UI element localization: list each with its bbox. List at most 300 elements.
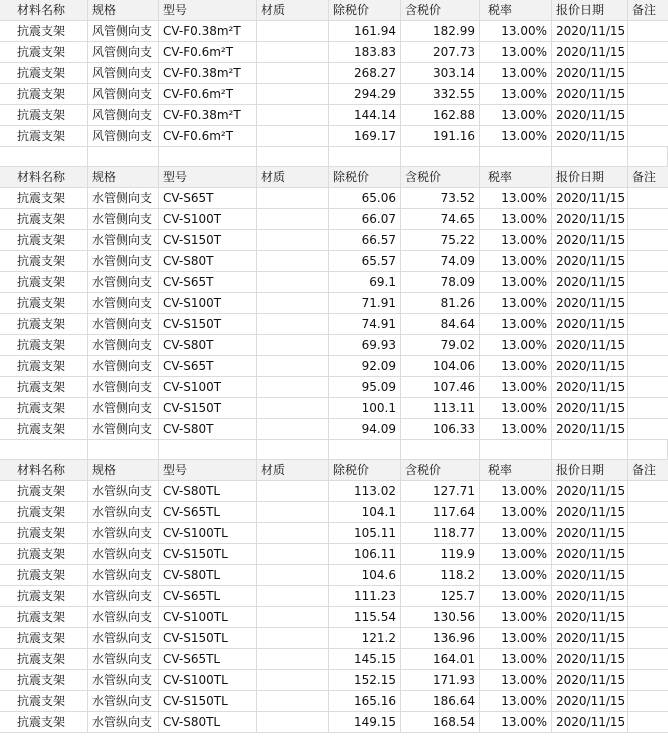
cell-remark[interactable] [628,523,668,543]
cell-model[interactable]: CV-F0.6m²T [159,84,257,104]
cell-spec[interactable]: 水管纵向支 [88,649,159,669]
cell-tax-rate[interactable]: 13.00% [480,481,552,501]
cell-price-excl-tax[interactable]: 71.91 [329,293,401,313]
cell-price-excl-tax[interactable]: 152.15 [329,670,401,690]
cell-price-excl-tax[interactable]: 165.16 [329,691,401,711]
cell-material[interactable] [257,544,329,564]
cell-remark[interactable] [628,84,668,104]
cell-tax-rate[interactable]: 13.00% [480,628,552,648]
cell-model[interactable]: CV-S80TL [159,565,257,585]
cell-material[interactable] [257,356,329,376]
cell-quote-date[interactable]: 2020/11/15 [552,544,628,564]
header-model[interactable]: 型号 [159,460,257,480]
header-model[interactable]: 型号 [159,167,257,187]
cell-price-excl-tax[interactable]: 106.11 [329,544,401,564]
cell-model[interactable]: CV-S100TL [159,670,257,690]
cell-quote-date[interactable]: 2020/11/15 [552,209,628,229]
cell-quote-date[interactable]: 2020/11/15 [552,377,628,397]
cell-remark[interactable] [628,21,668,41]
cell-material-name[interactable]: 抗震支架 [0,691,88,711]
cell-material[interactable] [257,251,329,271]
cell-model[interactable]: CV-S65TL [159,502,257,522]
cell-remark[interactable] [628,691,668,711]
cell-price-excl-tax[interactable]: 268.27 [329,63,401,83]
cell-material[interactable] [257,21,329,41]
cell-material[interactable] [257,607,329,627]
cell-model[interactable]: CV-F0.6m²T [159,126,257,146]
cell-price-incl-tax[interactable]: 106.33 [401,419,480,439]
cell-price-excl-tax[interactable]: 104.1 [329,502,401,522]
cell-price-excl-tax[interactable]: 66.57 [329,230,401,250]
cell-price-excl-tax[interactable]: 294.29 [329,84,401,104]
cell-spec[interactable]: 水管侧向支 [88,377,159,397]
cell-price-incl-tax[interactable]: 117.64 [401,502,480,522]
header-material[interactable]: 材质 [257,0,329,20]
cell-material-name[interactable]: 抗震支架 [0,63,88,83]
header-remark[interactable]: 备注 [632,3,657,17]
cell-material[interactable] [257,628,329,648]
empty-cell[interactable] [401,147,480,166]
cell-remark[interactable] [628,356,668,376]
cell-tax-rate[interactable]: 13.00% [480,126,552,146]
cell-material[interactable] [257,84,329,104]
cell-material-name[interactable]: 抗震支架 [0,314,88,334]
cell-remark[interactable] [628,628,668,648]
cell-price-incl-tax[interactable]: 191.16 [401,126,480,146]
cell-material[interactable] [257,377,329,397]
cell-quote-date[interactable]: 2020/11/15 [552,502,628,522]
cell-material-name[interactable]: 抗震支架 [0,251,88,271]
cell-spec[interactable]: 水管侧向支 [88,251,159,271]
cell-material[interactable] [257,63,329,83]
cell-spec[interactable]: 水管侧向支 [88,230,159,250]
cell-tax-rate[interactable]: 13.00% [480,42,552,62]
cell-price-excl-tax[interactable]: 121.2 [329,628,401,648]
cell-tax-rate[interactable]: 13.00% [480,63,552,83]
cell-remark[interactable] [628,105,668,125]
cell-model[interactable]: CV-S150TL [159,628,257,648]
header-price-incl-tax[interactable]: 含税价 [401,167,480,187]
cell-quote-date[interactable]: 2020/11/15 [552,670,628,690]
cell-tax-rate[interactable]: 13.00% [480,544,552,564]
cell-material-name[interactable]: 抗震支架 [0,628,88,648]
header-quote-date[interactable]: 报价日期 [552,0,628,20]
cell-model[interactable]: CV-F0.6m²T [159,42,257,62]
cell-price-incl-tax[interactable]: 127.71 [401,481,480,501]
cell-tax-rate[interactable]: 13.00% [480,607,552,627]
cell-spec[interactable]: 风管侧向支 [88,105,159,125]
cell-tax-rate[interactable]: 13.00% [480,230,552,250]
cell-remark[interactable] [628,272,668,292]
cell-price-excl-tax[interactable]: 74.91 [329,314,401,334]
cell-spec[interactable]: 水管纵向支 [88,565,159,585]
cell-quote-date[interactable]: 2020/11/15 [552,126,628,146]
cell-model[interactable]: CV-S80T [159,419,257,439]
cell-material[interactable] [257,712,329,732]
cell-model[interactable]: CV-S150TL [159,544,257,564]
cell-material[interactable] [257,502,329,522]
cell-price-incl-tax[interactable]: 125.7 [401,586,480,606]
cell-quote-date[interactable]: 2020/11/15 [552,649,628,669]
cell-price-excl-tax[interactable]: 69.93 [329,335,401,355]
cell-remark[interactable] [628,377,668,397]
cell-model[interactable]: CV-S150TL [159,691,257,711]
empty-cell[interactable] [88,440,159,459]
header-model[interactable]: 型号 [159,0,257,20]
header-material-name[interactable]: 材料名称 [0,0,88,20]
cell-spec[interactable]: 风管侧向支 [88,84,159,104]
cell-model[interactable]: CV-S80T [159,335,257,355]
cell-spec[interactable]: 水管侧向支 [88,272,159,292]
cell-price-excl-tax[interactable]: 95.09 [329,377,401,397]
cell-spec[interactable]: 水管纵向支 [88,544,159,564]
header-remark[interactable]: 备注 [632,463,657,477]
cell-price-excl-tax[interactable]: 111.23 [329,586,401,606]
cell-model[interactable]: CV-S65T [159,356,257,376]
cell-tax-rate[interactable]: 13.00% [480,691,552,711]
cell-material[interactable] [257,481,329,501]
cell-remark[interactable] [628,42,668,62]
cell-material[interactable] [257,398,329,418]
cell-tax-rate[interactable]: 13.00% [480,188,552,208]
cell-material-name[interactable]: 抗震支架 [0,188,88,208]
cell-material[interactable] [257,105,329,125]
cell-material[interactable] [257,209,329,229]
header-price-excl-tax[interactable]: 除税价 [329,0,401,20]
cell-quote-date[interactable]: 2020/11/15 [552,251,628,271]
cell-tax-rate[interactable]: 13.00% [480,712,552,732]
cell-material[interactable] [257,272,329,292]
cell-remark[interactable] [628,565,668,585]
cell-spec[interactable]: 水管纵向支 [88,712,159,732]
cell-spec[interactable]: 水管纵向支 [88,502,159,522]
cell-material-name[interactable]: 抗震支架 [0,105,88,125]
cell-quote-date[interactable]: 2020/11/15 [552,565,628,585]
cell-price-incl-tax[interactable]: 162.88 [401,105,480,125]
cell-price-excl-tax[interactable]: 183.83 [329,42,401,62]
cell-tax-rate[interactable]: 13.00% [480,251,552,271]
cell-price-incl-tax[interactable]: 74.09 [401,251,480,271]
cell-quote-date[interactable]: 2020/11/15 [552,481,628,501]
cell-price-excl-tax[interactable]: 144.14 [329,105,401,125]
cell-price-excl-tax[interactable]: 145.15 [329,649,401,669]
cell-remark[interactable] [628,335,668,355]
cell-price-incl-tax[interactable]: 78.09 [401,272,480,292]
empty-cell[interactable] [257,147,329,166]
cell-price-incl-tax[interactable]: 186.64 [401,691,480,711]
cell-spec[interactable]: 水管纵向支 [88,607,159,627]
cell-remark[interactable] [628,481,668,501]
header-price-incl-tax[interactable]: 含税价 [401,460,480,480]
cell-spec[interactable]: 水管纵向支 [88,670,159,690]
cell-quote-date[interactable]: 2020/11/15 [552,84,628,104]
cell-tax-rate[interactable]: 13.00% [480,419,552,439]
cell-spec[interactable]: 水管纵向支 [88,523,159,543]
header-material[interactable]: 材质 [257,460,329,480]
cell-model[interactable]: CV-S65TL [159,649,257,669]
cell-price-incl-tax[interactable]: 164.01 [401,649,480,669]
cell-remark[interactable] [628,314,668,334]
cell-material-name[interactable]: 抗震支架 [0,607,88,627]
cell-quote-date[interactable]: 2020/11/15 [552,272,628,292]
header-material-name[interactable]: 材料名称 [0,460,88,480]
cell-quote-date[interactable]: 2020/11/15 [552,188,628,208]
cell-material[interactable] [257,523,329,543]
cell-price-incl-tax[interactable]: 81.26 [401,293,480,313]
cell-quote-date[interactable]: 2020/11/15 [552,398,628,418]
cell-remark[interactable] [628,126,668,146]
cell-tax-rate[interactable]: 13.00% [480,335,552,355]
cell-model[interactable]: CV-S100TL [159,523,257,543]
cell-material-name[interactable]: 抗震支架 [0,272,88,292]
empty-cell[interactable] [628,440,668,459]
empty-cell[interactable] [329,440,401,459]
cell-spec[interactable]: 水管侧向支 [88,314,159,334]
cell-price-incl-tax[interactable]: 303.14 [401,63,480,83]
header-remark[interactable]: 备注 [632,170,657,184]
cell-material-name[interactable]: 抗震支架 [0,335,88,355]
cell-remark[interactable] [628,230,668,250]
cell-spec[interactable]: 风管侧向支 [88,63,159,83]
cell-price-excl-tax[interactable]: 113.02 [329,481,401,501]
cell-model[interactable]: CV-F0.38m²T [159,21,257,41]
cell-material-name[interactable]: 抗震支架 [0,649,88,669]
cell-model[interactable]: CV-S65T [159,188,257,208]
cell-spec[interactable]: 水管侧向支 [88,188,159,208]
cell-quote-date[interactable]: 2020/11/15 [552,230,628,250]
cell-model[interactable]: CV-F0.38m²T [159,105,257,125]
cell-model[interactable]: CV-S65T [159,272,257,292]
cell-material[interactable] [257,335,329,355]
cell-price-excl-tax[interactable]: 94.09 [329,419,401,439]
cell-spec[interactable]: 水管纵向支 [88,481,159,501]
cell-remark[interactable] [628,649,668,669]
cell-quote-date[interactable]: 2020/11/15 [552,523,628,543]
header-spec[interactable]: 规格 [88,167,159,187]
cell-spec[interactable]: 风管侧向支 [88,126,159,146]
cell-material-name[interactable]: 抗震支架 [0,356,88,376]
cell-material-name[interactable]: 抗震支架 [0,419,88,439]
cell-remark[interactable] [628,607,668,627]
cell-tax-rate[interactable]: 13.00% [480,356,552,376]
cell-quote-date[interactable]: 2020/11/15 [552,586,628,606]
header-spec[interactable]: 规格 [88,0,159,20]
cell-price-excl-tax[interactable]: 161.94 [329,21,401,41]
cell-price-incl-tax[interactable]: 119.9 [401,544,480,564]
cell-material[interactable] [257,293,329,313]
cell-spec[interactable]: 水管侧向支 [88,293,159,313]
cell-price-excl-tax[interactable]: 149.15 [329,712,401,732]
cell-tax-rate[interactable]: 13.00% [480,565,552,585]
empty-cell[interactable] [401,440,480,459]
cell-price-incl-tax[interactable]: 136.96 [401,628,480,648]
cell-quote-date[interactable]: 2020/11/15 [552,712,628,732]
cell-material-name[interactable]: 抗震支架 [0,502,88,522]
empty-cell[interactable] [0,440,88,459]
cell-material[interactable] [257,188,329,208]
cell-spec[interactable]: 风管侧向支 [88,21,159,41]
cell-tax-rate[interactable]: 13.00% [480,272,552,292]
cell-remark[interactable] [628,209,668,229]
header-material-name[interactable]: 材料名称 [0,167,88,187]
cell-remark[interactable] [628,63,668,83]
cell-price-incl-tax[interactable]: 107.46 [401,377,480,397]
cell-price-excl-tax[interactable]: 92.09 [329,356,401,376]
cell-price-incl-tax[interactable]: 130.56 [401,607,480,627]
cell-remark[interactable] [628,712,668,732]
cell-price-incl-tax[interactable]: 75.22 [401,230,480,250]
cell-quote-date[interactable]: 2020/11/15 [552,691,628,711]
cell-spec[interactable]: 风管侧向支 [88,42,159,62]
cell-tax-rate[interactable]: 13.00% [480,670,552,690]
cell-tax-rate[interactable]: 13.00% [480,314,552,334]
cell-price-excl-tax[interactable]: 69.1 [329,272,401,292]
cell-material[interactable] [257,649,329,669]
header-price-incl-tax[interactable]: 含税价 [401,0,480,20]
cell-quote-date[interactable]: 2020/11/15 [552,42,628,62]
cell-quote-date[interactable]: 2020/11/15 [552,314,628,334]
cell-model[interactable]: CV-S80T [159,251,257,271]
empty-cell[interactable] [257,440,329,459]
cell-model[interactable]: CV-S100TL [159,607,257,627]
cell-tax-rate[interactable]: 13.00% [480,649,552,669]
cell-spec[interactable]: 水管侧向支 [88,356,159,376]
cell-price-incl-tax[interactable]: 79.02 [401,335,480,355]
cell-material-name[interactable]: 抗震支架 [0,544,88,564]
header-quote-date[interactable]: 报价日期 [552,167,628,187]
cell-material-name[interactable]: 抗震支架 [0,586,88,606]
cell-material-name[interactable]: 抗震支架 [0,712,88,732]
cell-spec[interactable]: 水管侧向支 [88,398,159,418]
cell-material-name[interactable]: 抗震支架 [0,126,88,146]
header-tax-rate[interactable]: 税率 [480,0,552,20]
cell-model[interactable]: CV-S100T [159,377,257,397]
cell-model[interactable]: CV-S150T [159,230,257,250]
header-tax-rate[interactable]: 税率 [480,167,552,187]
cell-material-name[interactable]: 抗震支架 [0,481,88,501]
cell-price-incl-tax[interactable]: 73.52 [401,188,480,208]
cell-price-incl-tax[interactable]: 168.54 [401,712,480,732]
cell-tax-rate[interactable]: 13.00% [480,523,552,543]
header-spec[interactable]: 规格 [88,460,159,480]
cell-material-name[interactable]: 抗震支架 [0,377,88,397]
cell-model[interactable]: CV-S65TL [159,586,257,606]
cell-spec[interactable]: 水管侧向支 [88,335,159,355]
cell-material-name[interactable]: 抗震支架 [0,84,88,104]
cell-remark[interactable] [628,293,668,313]
cell-model[interactable]: CV-S100T [159,293,257,313]
cell-price-incl-tax[interactable]: 118.77 [401,523,480,543]
cell-price-incl-tax[interactable]: 113.11 [401,398,480,418]
cell-price-excl-tax[interactable]: 105.11 [329,523,401,543]
cell-remark[interactable] [628,419,668,439]
cell-quote-date[interactable]: 2020/11/15 [552,335,628,355]
cell-remark[interactable] [628,670,668,690]
cell-price-incl-tax[interactable]: 104.06 [401,356,480,376]
cell-material[interactable] [257,691,329,711]
cell-price-incl-tax[interactable]: 118.2 [401,565,480,585]
header-material[interactable]: 材质 [257,167,329,187]
cell-price-excl-tax[interactable]: 104.6 [329,565,401,585]
cell-quote-date[interactable]: 2020/11/15 [552,293,628,313]
cell-material[interactable] [257,670,329,690]
cell-quote-date[interactable]: 2020/11/15 [552,63,628,83]
cell-material-name[interactable]: 抗震支架 [0,565,88,585]
empty-cell[interactable] [0,147,88,166]
header-quote-date[interactable]: 报价日期 [552,460,628,480]
cell-quote-date[interactable]: 2020/11/15 [552,21,628,41]
cell-material-name[interactable]: 抗震支架 [0,398,88,418]
cell-model[interactable]: CV-S80TL [159,481,257,501]
cell-remark[interactable] [628,502,668,522]
cell-material-name[interactable]: 抗震支架 [0,230,88,250]
cell-price-excl-tax[interactable]: 169.17 [329,126,401,146]
cell-material[interactable] [257,230,329,250]
cell-quote-date[interactable]: 2020/11/15 [552,419,628,439]
cell-remark[interactable] [628,544,668,564]
empty-cell[interactable] [329,147,401,166]
cell-model[interactable]: CV-S150T [159,314,257,334]
cell-price-excl-tax[interactable]: 65.57 [329,251,401,271]
cell-remark[interactable] [628,398,668,418]
cell-tax-rate[interactable]: 13.00% [480,398,552,418]
cell-price-excl-tax[interactable]: 115.54 [329,607,401,627]
empty-cell[interactable] [628,147,668,166]
header-price-excl-tax[interactable]: 除税价 [329,167,401,187]
cell-material-name[interactable]: 抗震支架 [0,209,88,229]
empty-cell[interactable] [552,440,628,459]
cell-model[interactable]: CV-F0.38m²T [159,63,257,83]
cell-spec[interactable]: 水管侧向支 [88,419,159,439]
cell-quote-date[interactable]: 2020/11/15 [552,356,628,376]
cell-tax-rate[interactable]: 13.00% [480,84,552,104]
cell-model[interactable]: CV-S80TL [159,712,257,732]
cell-material[interactable] [257,42,329,62]
cell-price-incl-tax[interactable]: 171.93 [401,670,480,690]
cell-price-incl-tax[interactable]: 182.99 [401,21,480,41]
cell-spec[interactable]: 水管侧向支 [88,209,159,229]
empty-cell[interactable] [159,147,257,166]
cell-spec[interactable]: 水管纵向支 [88,628,159,648]
cell-remark[interactable] [628,251,668,271]
empty-cell[interactable] [480,440,552,459]
cell-material[interactable] [257,419,329,439]
cell-material-name[interactable]: 抗震支架 [0,670,88,690]
cell-tax-rate[interactable]: 13.00% [480,293,552,313]
cell-model[interactable]: CV-S100T [159,209,257,229]
cell-material-name[interactable]: 抗震支架 [0,293,88,313]
header-tax-rate[interactable]: 税率 [480,460,552,480]
empty-cell[interactable] [159,440,257,459]
cell-tax-rate[interactable]: 13.00% [480,21,552,41]
cell-material[interactable] [257,586,329,606]
cell-material[interactable] [257,314,329,334]
cell-model[interactable]: CV-S150T [159,398,257,418]
cell-price-incl-tax[interactable]: 332.55 [401,84,480,104]
cell-price-excl-tax[interactable]: 100.1 [329,398,401,418]
empty-cell[interactable] [480,147,552,166]
cell-quote-date[interactable]: 2020/11/15 [552,105,628,125]
cell-tax-rate[interactable]: 13.00% [480,502,552,522]
cell-material-name[interactable]: 抗震支架 [0,42,88,62]
cell-tax-rate[interactable]: 13.00% [480,377,552,397]
cell-price-incl-tax[interactable]: 84.64 [401,314,480,334]
cell-tax-rate[interactable]: 13.00% [480,209,552,229]
cell-quote-date[interactable]: 2020/11/15 [552,607,628,627]
cell-material[interactable] [257,126,329,146]
cell-material-name[interactable]: 抗震支架 [0,523,88,543]
cell-tax-rate[interactable]: 13.00% [480,586,552,606]
